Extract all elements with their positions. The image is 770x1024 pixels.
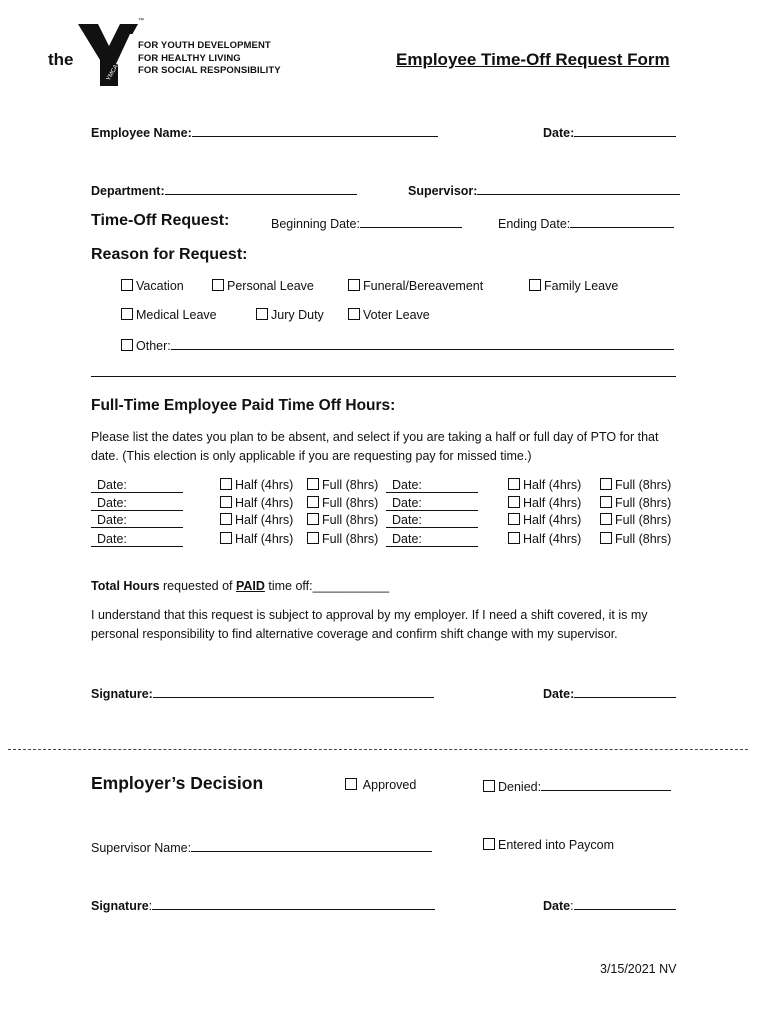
logo-tagline — [138, 40, 281, 78]
date-label: Date: — [543, 126, 575, 140]
checkbox-box[interactable] — [220, 513, 232, 525]
checkbox-box[interactable] — [220, 532, 232, 544]
checkbox-box[interactable] — [345, 778, 357, 790]
pto-date-label: Date: — [386, 513, 478, 528]
pto-date-field[interactable] — [386, 513, 478, 528]
employee-name-label: Employee Name: — [91, 126, 192, 140]
employer-date-row — [543, 897, 676, 913]
ymca-logo — [46, 18, 286, 88]
vacation-checkbox[interactable] — [121, 279, 184, 293]
total-hours-field[interactable]: time off:___________ — [264, 579, 390, 593]
checkbox-box[interactable] — [121, 308, 133, 320]
denied-checkbox[interactable] — [483, 780, 495, 792]
employer-signature-label: Signature — [91, 899, 149, 913]
pto-date-field[interactable] — [91, 478, 183, 493]
ending-date-label: Ending Date: — [498, 217, 571, 231]
ending-date-row — [498, 215, 674, 231]
checkbox-box[interactable] — [256, 308, 268, 320]
beginning-date-label: Beginning Date: — [271, 217, 360, 231]
half-day-checkbox[interactable] — [220, 478, 293, 492]
beginning-date-row — [271, 215, 462, 231]
full-day-label: Full (8hrs) — [322, 478, 379, 492]
checkbox-box[interactable] — [508, 496, 520, 508]
full-day-checkbox[interactable] — [600, 496, 671, 510]
employer-signature-colon: : — [148, 899, 153, 913]
signature-date-label: Date: — [543, 687, 575, 701]
pto-date-field[interactable] — [386, 478, 478, 493]
full-day-label: Full (8hrs) — [615, 532, 672, 546]
tagline-line: FOR HEALTHY LIVING — [138, 52, 241, 64]
pto-date-label: Date: — [91, 513, 183, 528]
family-leave-label: Family Leave — [544, 279, 619, 293]
half-day-checkbox[interactable] — [508, 496, 581, 510]
personal-leave-checkbox[interactable] — [212, 279, 314, 293]
employer-signature-field[interactable] — [152, 897, 435, 910]
other-field[interactable] — [171, 337, 674, 350]
agreement-line: I understand that this request is subject to approval by my employer. If I need a shift covered, it is my — [91, 608, 648, 622]
other-label: Other: — [136, 339, 171, 353]
pto-date-label: Date: — [386, 478, 478, 493]
full-day-checkbox[interactable] — [307, 478, 378, 492]
funeral-label: Funeral/Bereavement — [363, 279, 484, 293]
full-day-label: Full (8hrs) — [322, 532, 379, 546]
medical-leave-checkbox[interactable] — [121, 308, 217, 322]
total-hours-label: Total Hours — [91, 579, 160, 593]
checkbox-box[interactable] — [307, 478, 319, 490]
full-day-checkbox[interactable] — [600, 478, 671, 492]
half-day-checkbox[interactable] — [508, 532, 581, 546]
checkbox-box[interactable] — [529, 279, 541, 291]
half-day-label: Half (4hrs) — [523, 496, 582, 510]
full-day-checkbox[interactable] — [600, 532, 671, 546]
department-label: Department: — [91, 184, 165, 198]
checkbox-box[interactable] — [212, 279, 224, 291]
checkbox-box[interactable] — [307, 513, 319, 525]
reason-heading: Reason for Request: — [91, 246, 248, 263]
employer-date-field[interactable] — [574, 897, 676, 910]
department-field[interactable] — [165, 182, 357, 195]
checkbox-box[interactable] — [220, 496, 232, 508]
half-day-checkbox[interactable] — [220, 513, 293, 527]
full-day-checkbox[interactable] — [307, 532, 378, 546]
family-leave-checkbox[interactable] — [529, 279, 618, 293]
checkbox-box[interactable] — [348, 308, 360, 320]
checkbox-box[interactable] — [508, 513, 520, 525]
cut-line-divider — [8, 749, 748, 750]
time-off-heading: Time-Off Request: — [91, 212, 230, 229]
supervisor-row — [408, 182, 680, 198]
denied-field[interactable] — [541, 778, 671, 791]
half-day-checkbox[interactable] — [220, 532, 293, 546]
other-continuation-line[interactable] — [91, 376, 676, 377]
pto-date-label: Date: — [91, 478, 183, 493]
pto-instructions-line: date. (This election is only applicable if you are requesting pay for missed time.) — [91, 449, 532, 463]
supervisor-name-field[interactable] — [191, 839, 432, 852]
half-day-label: Half (4hrs) — [235, 532, 294, 546]
footer-version: 3/15/2021 NV — [600, 962, 677, 976]
half-day-label: Half (4hrs) — [235, 496, 294, 510]
paid-label: PAID — [235, 579, 265, 593]
checkbox-box[interactable] — [348, 279, 360, 291]
beginning-date-field[interactable] — [360, 215, 462, 228]
vacation-label: Vacation — [136, 279, 184, 293]
half-day-label: Half (4hrs) — [523, 532, 582, 546]
checkbox-box[interactable] — [121, 279, 133, 291]
signature-field[interactable] — [153, 685, 434, 698]
voter-leave-label: Voter Leave — [363, 308, 430, 322]
half-day-label: Half (4hrs) — [523, 513, 582, 527]
supervisor-name-label: Supervisor Name: — [91, 841, 192, 855]
total-hours-row — [91, 579, 389, 593]
paycom-label: Entered into Paycom — [498, 838, 615, 852]
supervisor-label: Supervisor: — [408, 184, 478, 198]
approved-label: Approved — [362, 778, 417, 792]
checkbox-box[interactable] — [508, 478, 520, 490]
denied-row — [483, 778, 671, 794]
ending-date-field[interactable] — [570, 215, 674, 228]
approved-checkbox[interactable] — [345, 778, 416, 792]
full-day-checkbox[interactable] — [307, 496, 378, 510]
employer-date-label: Date — [543, 899, 571, 913]
signature-row — [91, 685, 434, 701]
checkbox-box[interactable] — [307, 532, 319, 544]
employer-signature-row — [91, 897, 435, 913]
pto-date-field[interactable] — [386, 496, 478, 511]
personal-leave-label: Personal Leave — [227, 279, 314, 293]
employee-name-row — [91, 124, 438, 140]
pto-date-field[interactable] — [91, 496, 183, 511]
half-day-label: Half (4hrs) — [235, 478, 294, 492]
other-checkbox[interactable] — [121, 339, 133, 351]
tagline-line: FOR SOCIAL RESPONSIBILITY — [138, 65, 281, 76]
employee-name-field[interactable] — [192, 124, 438, 137]
pto-date-field[interactable] — [386, 532, 478, 547]
funeral-checkbox[interactable] — [348, 279, 483, 293]
logo-the-text: the — [48, 50, 74, 69]
date-field[interactable] — [574, 124, 676, 137]
half-day-label: Half (4hrs) — [235, 513, 294, 527]
signature-date-row — [543, 685, 676, 701]
voter-leave-checkbox[interactable] — [348, 308, 430, 322]
denied-label: Denied: — [498, 780, 542, 794]
full-day-label: Full (8hrs) — [322, 496, 379, 510]
pto-instructions-line: Please list the dates you plan to be absent, and select if you are taking a half or full day of PTO for that — [91, 430, 659, 444]
supervisor-name-row — [91, 839, 432, 855]
pto-date-field[interactable] — [91, 532, 183, 547]
date-row — [543, 124, 676, 140]
pto-date-label: Date: — [91, 496, 183, 511]
full-day-label: Full (8hrs) — [615, 478, 672, 492]
checkbox-box[interactable] — [508, 532, 520, 544]
trademark-mark: ™ — [138, 18, 144, 24]
checkbox-box[interactable] — [600, 532, 612, 544]
checkbox-box[interactable] — [307, 496, 319, 508]
other-row — [121, 337, 674, 353]
jury-duty-label: Jury Duty — [271, 308, 324, 322]
half-day-label: Half (4hrs) — [523, 478, 582, 492]
pto-heading: Full-Time Employee Paid Time Off Hours: — [91, 397, 396, 414]
tagline-line: FOR YOUTH DEVELOPMENT — [138, 40, 271, 51]
half-day-checkbox[interactable] — [220, 496, 293, 510]
supervisor-field[interactable] — [477, 182, 680, 195]
pto-date-label: Date: — [386, 532, 478, 547]
signature-date-field[interactable] — [574, 685, 676, 698]
pto-date-label: Date: — [91, 532, 183, 547]
signature-label: Signature: — [91, 687, 153, 701]
half-day-checkbox[interactable] — [508, 513, 581, 527]
checkbox-box[interactable] — [600, 513, 612, 525]
full-day-checkbox[interactable] — [600, 513, 671, 527]
checkbox-box[interactable] — [600, 496, 612, 508]
jury-duty-checkbox[interactable] — [256, 308, 324, 322]
total-hours-mid: requested of — [159, 579, 236, 593]
full-day-label: Full (8hrs) — [322, 513, 379, 527]
employer-decision-heading: Employer’s Decision — [91, 773, 264, 793]
checkbox-box[interactable] — [483, 838, 495, 850]
agreement-line: personal responsibility to find alternative coverage and confirm shift change with my supervisor. — [91, 627, 618, 641]
half-day-checkbox[interactable] — [508, 478, 581, 492]
full-day-label: Full (8hrs) — [615, 513, 672, 527]
checkbox-box[interactable] — [220, 478, 232, 490]
medical-leave-label: Medical Leave — [136, 308, 217, 322]
form-title: Employee Time-Off Request Form — [396, 50, 670, 69]
full-day-label: Full (8hrs) — [615, 496, 672, 510]
checkbox-box[interactable] — [600, 478, 612, 490]
full-day-checkbox[interactable] — [307, 513, 378, 527]
logo-ymca-text: YMCA — [105, 63, 120, 83]
pto-date-label: Date: — [386, 496, 478, 511]
employer-date-colon: : — [570, 899, 574, 913]
pto-date-field[interactable] — [91, 513, 183, 528]
paycom-checkbox[interactable] — [483, 838, 614, 852]
department-row — [91, 182, 357, 198]
